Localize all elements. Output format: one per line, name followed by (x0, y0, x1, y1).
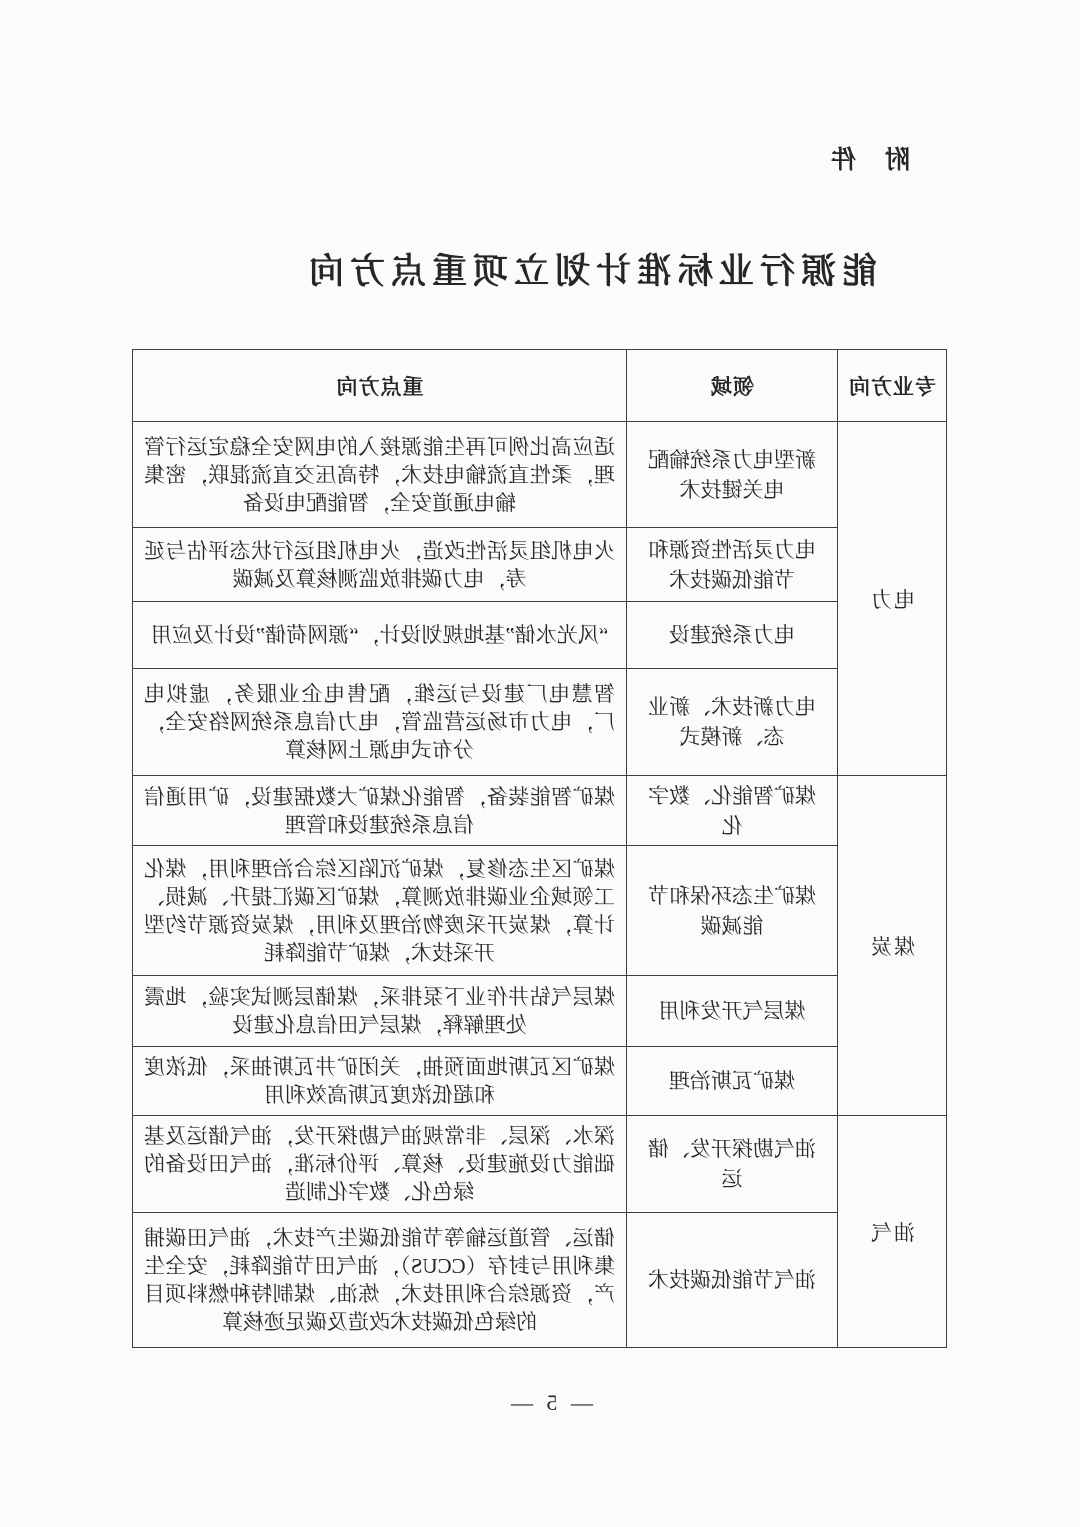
table-row (133, 422, 947, 528)
directions-cell: 适应高比例可再生能源接入的电网安全稳定运行管理，柔性直流输电技术，特高压交直流混联，密集输电通道安全，智能配电设备 (133, 422, 627, 528)
column-header-field: 领域 (627, 350, 838, 422)
field-cell: 油气勘探开发、储运 (627, 1116, 838, 1213)
category-cell: 油气 (838, 1116, 947, 1348)
field-cell: 煤矿瓦斯治理 (627, 1047, 838, 1116)
directions-cell: 煤层气钻井作业下泵排采，煤储层测试实验，地震处理解释，煤层气田信息化建设 (133, 976, 627, 1047)
field-cell: 煤矿智能化、数字化 (627, 776, 838, 846)
field-cell: 煤层气开发利用 (627, 976, 838, 1047)
directions-cell: “风光水储”基地规划设计，“源网荷储”设计及应用 (133, 602, 627, 669)
page-number: — 5 — (507, 1390, 593, 1415)
standards-table (132, 349, 947, 1348)
directions-cell: 煤矿智能装备，智能化煤矿大数据建设，矿用通信信息系统建设和管理 (133, 776, 627, 846)
directions-cell: 煤矿区生态修复，煤矿沉陷区综合治理利用，煤化工领域企业碳排放测算，煤矿区碳汇提升、减损、计算，煤炭开采废物治理及利用，煤炭资源节约型开采技术，煤矿节能降耗 (133, 846, 627, 976)
table-header-row (133, 350, 947, 422)
field-cell: 电力系统建设 (627, 602, 838, 669)
table-row (133, 1116, 947, 1213)
directions-cell: 火电机组灵活性改造，火电机组运行状态评估与延寿，电力碳排放监测核算及减碳 (133, 528, 627, 602)
attachment-label: 附 件 (828, 146, 910, 174)
table-row (133, 1213, 947, 1348)
category-cell: 煤炭 (838, 776, 947, 1116)
table-row (133, 776, 947, 846)
table-row (133, 669, 947, 776)
category-cell: 电力 (838, 422, 947, 776)
table-row (133, 602, 947, 669)
directions-cell: 深水、深层、非常规油气勘探开发，油气储运及基础能力设施建设、核算、评价标准，油气田设备的绿色化、数字化制造 (133, 1116, 627, 1213)
field-cell: 煤矿生态环保和节能减碳 (627, 846, 838, 976)
field-cell: 电力新技术、新业态、新模式 (627, 669, 838, 776)
table-row (133, 528, 947, 602)
table-row (133, 1047, 947, 1116)
field-cell: 电力灵活性资源和节能低碳技术 (627, 528, 838, 602)
directions-cell: 储运、管道运输等节能低碳生产技术，油气田碳捕集利用与封存（CCUS），油气田节能降耗，安全生产，资源综合利用技术，炼油、煤制特种燃料项目的绿色低碳技术改造及碳足迹核算 (133, 1213, 627, 1348)
table-row (133, 976, 947, 1047)
directions-cell: 智慧电厂建设与运维，配售电企业服务，虚拟电厂，电力市场运营监管，电力信息系统网络安全，分布式电源上网核算 (133, 669, 627, 776)
field-cell: 新型电力系统输配电关键技术 (627, 422, 838, 528)
directions-cell: 煤矿区瓦斯地面预抽，关闭矿井瓦斯抽采，低浓度和超低浓度瓦斯高效利用 (133, 1047, 627, 1116)
table-row (133, 846, 947, 976)
field-cell: 油气节能低碳技术 (627, 1213, 838, 1348)
page-title: 能源行业标准计划立项重点方向 (303, 252, 878, 291)
column-header-category: 专业方向 (838, 350, 947, 422)
column-header-directions: 重点方向 (133, 350, 627, 422)
